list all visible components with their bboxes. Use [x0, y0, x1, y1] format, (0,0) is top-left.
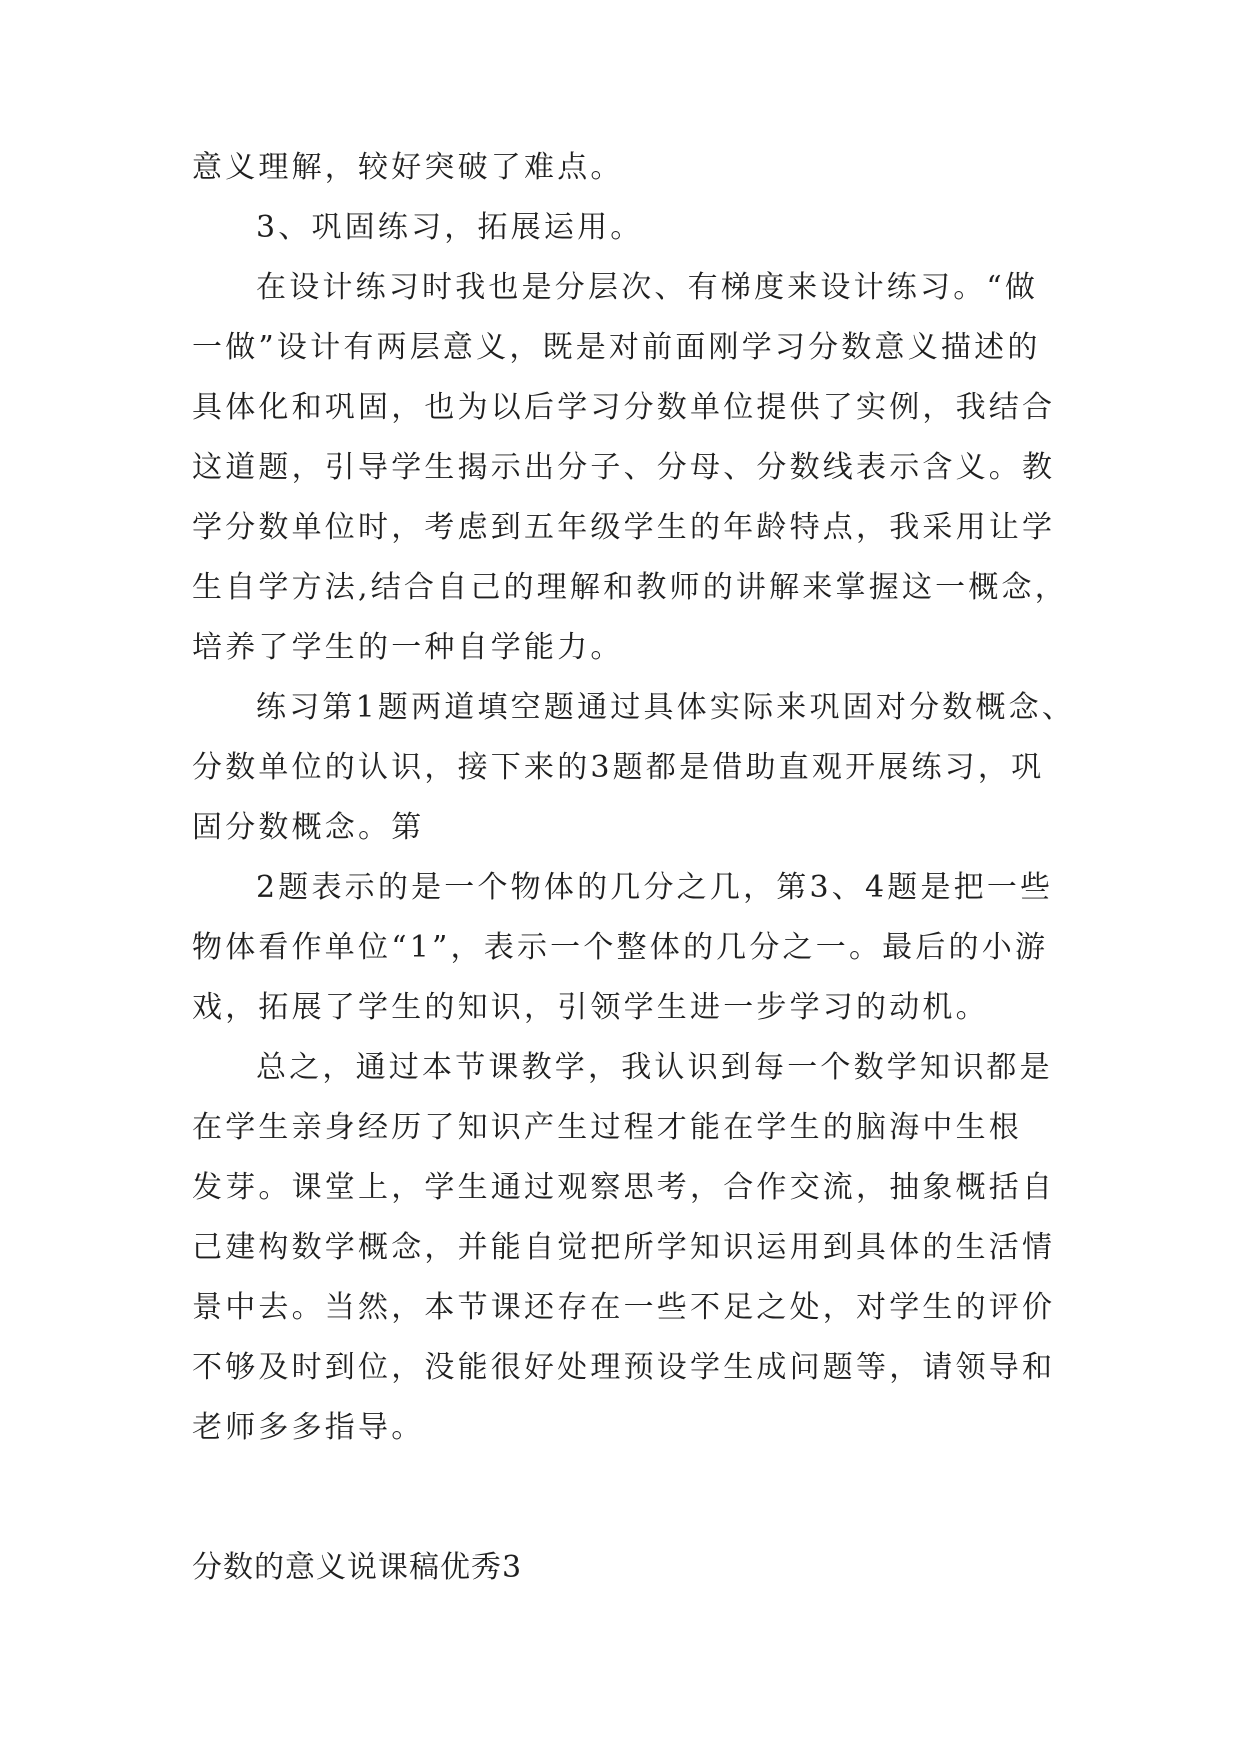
paragraph-line: 在学生亲身经历了知识产生过程才能在学生的脑海中生根: [192, 1110, 1022, 1145]
next-section-title: 分数的意义说课稿优秀3: [192, 1550, 523, 1585]
paragraph-line: 生自学方法,结合自己的理解和教师的讲解来掌握这一概念，: [192, 570, 1068, 605]
paragraph-line: 固分数概念。第: [192, 810, 425, 845]
paragraph-line: 培养了学生的一种自学能力。: [192, 630, 624, 665]
paragraph-line: 练习第1题两道填空题通过具体实际来巩固对分数概念、: [256, 690, 1076, 725]
paragraph-line: 2题表示的是一个物体的几分之几，第3、4题是把一些: [256, 870, 1054, 905]
paragraph-line: 物体看作单位“1”，表示一个整体的几分之一。最后的小游: [192, 930, 1049, 965]
paragraph-line: 总之，通过本节课教学，我认识到每一个数学知识都是: [256, 1050, 1053, 1085]
paragraph-line: 这道题，引导学生揭示出分子、分母、分数线表示含义。教: [192, 450, 1056, 485]
paragraph-line: 分数单位的认识，接下来的3题都是借助直观开展练习，巩: [192, 750, 1045, 785]
paragraph-line: 一做”设计有两层意义，既是对前面刚学习分数意义描述的: [192, 330, 1041, 365]
paragraph-line: 己建构数学概念，并能自觉把所学知识运用到具体的生活情: [192, 1230, 1056, 1265]
paragraph-line: 不够及时到位，没能很好处理预设学生成问题等，请领导和: [192, 1350, 1056, 1385]
paragraph-line: 老师多多指导。: [192, 1410, 425, 1445]
paragraph-line: 学分数单位时，考虑到五年级学生的年龄特点，我采用让学: [192, 510, 1056, 545]
paragraph-line: 具体化和巩固，也为以后学习分数单位提供了实例，我结合: [192, 390, 1056, 425]
paragraph-line: 戏，拓展了学生的知识，引领学生进一步学习的动机。: [192, 990, 989, 1025]
section-heading-3: 3、巩固练习，拓展运用。: [256, 210, 644, 245]
paragraph-line: 在设计练习时我也是分层次、有梯度来设计练习。“做: [256, 270, 1039, 305]
paragraph-line: 景中去。当然，本节课还存在一些不足之处，对学生的评价: [192, 1290, 1056, 1325]
paragraph-line: 意义理解，较好突破了难点。: [192, 150, 624, 185]
paragraph-line: 发芽。课堂上，学生通过观察思考，合作交流，抽象概括自: [192, 1170, 1056, 1205]
